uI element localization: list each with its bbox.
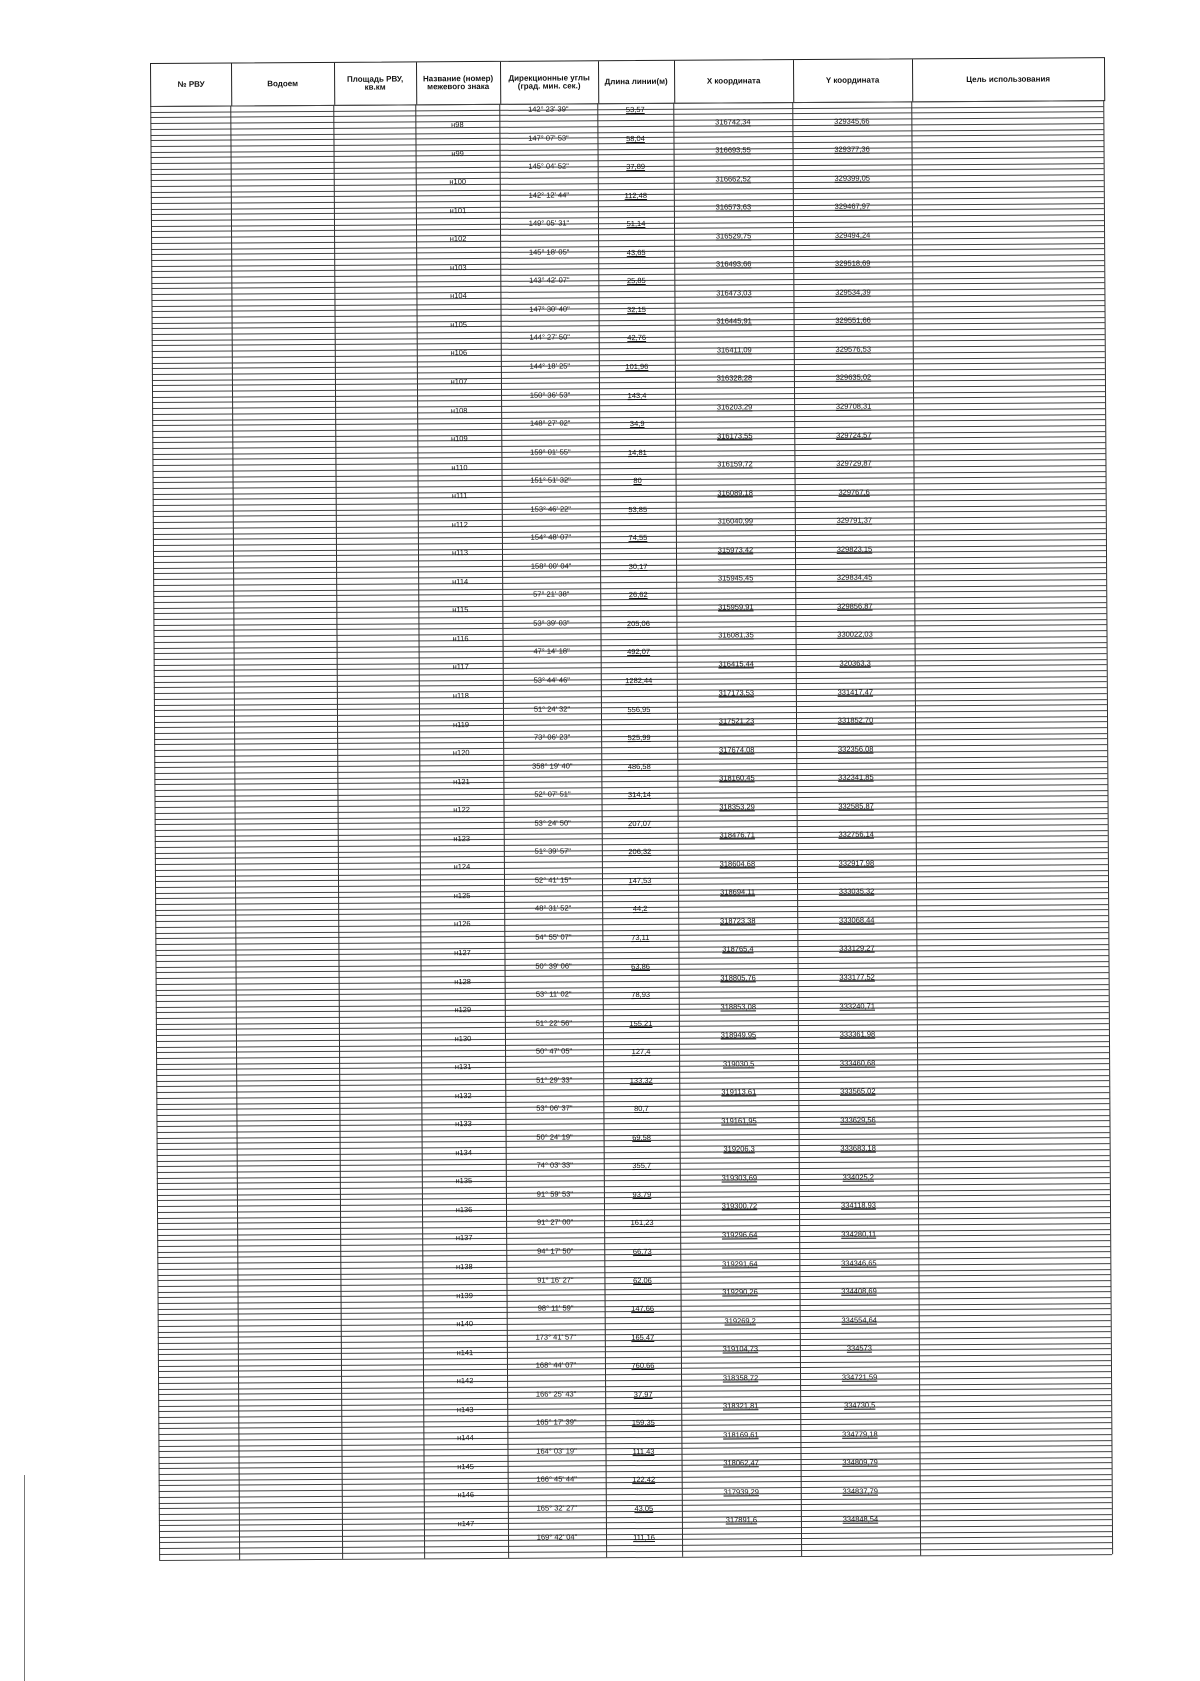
line-length: 165,47 (631, 1332, 655, 1342)
line-length: 161,23 (630, 1218, 654, 1228)
direction-angle: 91° 27' 00" (536, 1217, 574, 1228)
table-header (150, 57, 1105, 107)
mark-name: н128 (454, 976, 471, 986)
mark-name: н105 (450, 319, 467, 330)
header-purpose: Цель использования (966, 74, 1051, 84)
y-coordinate: 332356,08 (837, 744, 874, 754)
line-length: 206,32 (628, 847, 652, 857)
mark-name: н103 (449, 262, 467, 272)
x-coordinate: 319269,2 (724, 1315, 756, 1326)
direction-angle: 151° 51' 32" (530, 475, 571, 485)
mark-name: н117 (452, 662, 469, 672)
x-coordinate: 318476,71 (719, 830, 755, 840)
direction-angle: 53° 06' 37" (536, 1103, 573, 1113)
header-rvu-number: № РВУ (177, 79, 205, 89)
mark-name: н140 (456, 1319, 474, 1329)
mark-name: н119 (452, 719, 470, 729)
direction-angle: 54° 55' 07" (535, 932, 572, 942)
mark-name: н135 (455, 1176, 473, 1186)
direction-angle: 50° 24' 19" (536, 1132, 573, 1142)
direction-angle: 53° 44' 46" (533, 675, 570, 685)
y-coordinate: 334809,79 (842, 1457, 878, 1468)
direction-angle: 52° 07' 51" (534, 789, 571, 799)
x-coordinate: 316173,55 (717, 430, 753, 441)
line-length: 760,66 (631, 1361, 655, 1371)
direction-angle: 53° 39' 03" (533, 618, 570, 628)
y-coordinate: 333035,32 (838, 886, 875, 897)
direction-angle: 53° 24' 50" (534, 818, 571, 828)
x-coordinate: 318169,61 (723, 1430, 759, 1440)
mark-name: н116 (452, 633, 469, 644)
direction-angle: 91° 59' 53" (536, 1189, 574, 1199)
header-area: Площадь РВУ, кв.км (346, 74, 404, 92)
y-coordinate: 332756,14 (838, 829, 874, 840)
mark-name: н118 (452, 691, 469, 701)
direction-angle: 158° 00' 04" (530, 561, 572, 571)
x-coordinate: 316473,03 (716, 288, 752, 298)
line-length: 44,2 (632, 904, 648, 914)
mark-name: н133 (455, 1119, 472, 1129)
line-length: 492,07 (627, 647, 651, 657)
table-body (150, 100, 1114, 1560)
line-length: 37,97 (633, 1389, 653, 1399)
x-coordinate: 319161,95 (721, 1116, 757, 1126)
y-coordinate: 333177,52 (839, 972, 875, 982)
line-length: 133,32 (629, 1075, 653, 1085)
x-coordinate: 319303,69 (721, 1173, 758, 1183)
direction-angle: 53° 11' 02" (535, 989, 572, 999)
mark-name: н142 (456, 1376, 474, 1386)
direction-angle: 165° 32' 27" (536, 1503, 578, 1513)
x-coordinate: 316693,55 (715, 145, 751, 155)
mark-name: н98 (451, 120, 464, 130)
mark-name: н130 (454, 1033, 472, 1043)
column-line (230, 106, 240, 1560)
direction-angle: 147° 07' 53" (528, 132, 569, 143)
line-length: 42,76 (627, 333, 647, 343)
y-coordinate: 330022,03 (837, 629, 873, 640)
column-line (150, 106, 160, 1560)
mark-name: н123 (453, 833, 471, 843)
y-coordinate: 333129,27 (839, 944, 875, 954)
row-line (159, 1554, 1112, 1561)
mark-name: н131 (454, 1062, 472, 1072)
x-coordinate: 316203,29 (716, 402, 753, 412)
header-y-coordinate: Y координата (825, 75, 880, 85)
line-length: 525,99 (627, 733, 651, 743)
mark-name: н129 (454, 1005, 472, 1015)
line-length: 53,57 (625, 104, 645, 115)
y-coordinate: 332341,85 (838, 772, 874, 782)
x-coordinate: 319206,3 (723, 1144, 755, 1154)
direction-angle: 173° 41' 57" (535, 1332, 577, 1342)
x-coordinate: 316445,91 (716, 316, 752, 326)
x-coordinate: 318765,4 (722, 944, 754, 954)
margin-line (24, 1475, 25, 1681)
line-length: 37,89 (626, 162, 646, 172)
mark-name: н124 (453, 862, 471, 872)
mark-name: н109 (450, 434, 468, 444)
direction-angle: 166° 45' 44" (536, 1474, 577, 1485)
header-mark-name: Название (номер) межевого знака (422, 73, 494, 92)
line-length: 51,14 (626, 219, 646, 229)
direction-angle: 144° 27' 50" (529, 332, 570, 343)
line-length: 26,62 (628, 590, 648, 600)
direction-angle: 74° 03' 33" (536, 1160, 573, 1171)
mark-name: н125 (453, 890, 471, 901)
mark-name: н121 (453, 776, 470, 786)
direction-angle: 165° 17' 39" (536, 1417, 577, 1427)
x-coordinate: 318853,08 (720, 1001, 757, 1012)
direction-angle: 98° 11' 59" (537, 1303, 574, 1313)
y-coordinate: 329494,24 (834, 230, 871, 240)
line-length: 78,93 (631, 990, 651, 1000)
y-coordinate: 331852,70 (837, 715, 874, 725)
line-length: 147,66 (631, 1304, 655, 1314)
x-coordinate: 318062,47 (723, 1458, 759, 1468)
column-line (1103, 100, 1113, 1554)
y-coordinate: 329551,66 (835, 315, 871, 326)
direction-angle: 47° 14' 18" (533, 646, 570, 657)
y-coordinate: 334118,93 (841, 1200, 876, 1211)
mark-name: н107 (450, 377, 468, 387)
direction-angle: 73° 06' 23" (533, 732, 571, 742)
line-length: 14,81 (627, 447, 647, 457)
y-coordinate: 334408,69 (841, 1286, 877, 1296)
x-coordinate: 318604,68 (719, 859, 756, 869)
line-length: 147,53 (628, 875, 652, 885)
x-coordinate: 315945,45 (717, 573, 754, 583)
x-coordinate: 318949,95 (720, 1030, 757, 1040)
y-coordinate: 329576,53 (835, 344, 872, 354)
y-coordinate: 334779,18 (842, 1429, 878, 1439)
direction-angle: 143° 42' 07" (529, 275, 570, 285)
y-coordinate: 333565,02 (840, 1086, 876, 1096)
y-coordinate: 329856,87 (837, 601, 873, 611)
x-coordinate: 316529,75 (715, 231, 752, 241)
mark-name: н146 (457, 1490, 475, 1500)
x-coordinate: 318358,72 (722, 1372, 759, 1383)
x-coordinate: 317891,6 (725, 1515, 758, 1525)
direction-angle: 148° 27' 02" (529, 418, 571, 428)
direction-angle: 154° 48' 07" (530, 532, 572, 542)
x-coordinate: 319296,64 (721, 1230, 758, 1240)
line-length: 62,06 (633, 1275, 652, 1285)
line-length: 74,55 (628, 533, 648, 543)
x-coordinate: 318353,29 (719, 802, 755, 812)
line-length: 486,58 (627, 761, 651, 771)
direction-angle: 150° 36' 53" (529, 389, 571, 400)
y-coordinate: 329724,57 (836, 430, 872, 440)
x-coordinate: 316662,52 (715, 173, 751, 184)
x-coordinate: 315973,42 (717, 545, 754, 555)
y-coordinate: 329708,31 (835, 401, 872, 411)
header-vodoem: Водоем (267, 78, 299, 89)
x-coordinate: 316159,72 (717, 459, 753, 469)
mark-name: н101 (449, 205, 467, 215)
mark-name: н144 (457, 1433, 474, 1443)
x-coordinate: 318694,11 (720, 887, 756, 897)
line-length: 111,16 (633, 1532, 655, 1542)
x-coordinate: 318321,81 (722, 1401, 759, 1411)
x-coordinate: 318160,45 (719, 773, 755, 783)
y-coordinate: 329399,05 (834, 173, 870, 183)
mark-name: н141 (456, 1347, 474, 1357)
line-length: 58,04 (626, 133, 645, 143)
coordinate-table (150, 57, 1114, 1560)
mark-name: н136 (455, 1204, 473, 1215)
direction-angle: 52° 41' 15" (534, 875, 572, 885)
mark-name: н122 (453, 805, 470, 815)
x-coordinate: 318805,76 (720, 973, 756, 983)
x-coordinate: 317674,08 (718, 744, 755, 755)
direction-angle: 159° 01' 55" (530, 447, 571, 457)
line-length: 556,95 (627, 704, 651, 714)
line-length: 111,43 (632, 1446, 655, 1456)
direction-angle: 142° 23' 39" (528, 104, 569, 114)
line-length: 80,7 (634, 1104, 649, 1114)
mark-name: н145 (457, 1461, 474, 1471)
mark-name: н127 (454, 947, 471, 958)
direction-angle: 51° 39' 57" (534, 846, 571, 856)
line-length: 155,21 (629, 1018, 653, 1028)
direction-angle: 142° 12' 44" (528, 190, 570, 200)
y-coordinate: 333068,44 (838, 915, 875, 925)
direction-angle: 91° 16' 27" (537, 1274, 574, 1285)
direction-angle: 51° 22' 56" (535, 1018, 573, 1028)
y-coordinate: 320363,3 (839, 658, 871, 668)
direction-angle: 168° 44' 07" (535, 1360, 577, 1370)
y-coordinate: 334837,79 (842, 1486, 878, 1496)
y-coordinate: 329767,6 (838, 487, 870, 497)
direction-angle: 94° 17' 50" (537, 1246, 574, 1256)
column-line (911, 101, 921, 1555)
x-coordinate: 316081,35 (718, 630, 754, 640)
line-length: 25,85 (626, 276, 646, 286)
line-length: 205,06 (626, 618, 650, 628)
direction-angle: 145° 18' 05" (528, 247, 570, 257)
mark-name: н112 (451, 519, 468, 529)
line-length: 66,73 (632, 1246, 652, 1257)
column-line (499, 104, 509, 1558)
x-coordinate: 315959,91 (718, 602, 754, 612)
mark-name: н102 (449, 234, 467, 244)
mark-name: н111 (451, 491, 468, 501)
x-coordinate: 316415,44 (718, 659, 754, 669)
x-coordinate: 317521,23 (718, 716, 755, 726)
x-coordinate: 317173,53 (718, 687, 755, 698)
y-coordinate: 333240,71 (839, 1001, 876, 1011)
y-coordinate: 334730,5 (844, 1400, 876, 1411)
x-coordinate: 316328,28 (716, 373, 753, 383)
direction-angle: 149° 05' 31" (528, 218, 570, 228)
header-direction-angles: Дирекционные углы (град. мин. сек.) (508, 72, 590, 91)
mark-name: н143 (456, 1404, 474, 1414)
line-length: 1282,44 (625, 675, 653, 686)
x-coordinate: 316411,09 (716, 345, 752, 355)
mark-name: н114 (452, 576, 469, 586)
mark-name: н139 (456, 1290, 473, 1300)
y-coordinate: 334025,2 (842, 1172, 874, 1182)
direction-angle: 144° 18' 25" (529, 361, 571, 371)
x-coordinate: 319291,64 (722, 1258, 758, 1269)
mark-name: н108 (450, 405, 468, 415)
y-coordinate: 329635,02 (835, 373, 872, 383)
line-length: 127,4 (631, 1047, 651, 1057)
header-line-length: Длина линии(м) (604, 76, 668, 87)
mark-name: н126 (453, 919, 471, 929)
mark-name: н137 (455, 1233, 473, 1243)
direction-angle: 50° 39' 06" (535, 960, 572, 971)
line-length: 314,14 (627, 790, 651, 800)
line-length: 34,9 (629, 419, 645, 429)
line-length: 69,58 (632, 1132, 651, 1142)
y-coordinate: 333683,18 (840, 1143, 876, 1154)
line-length: 32,15 (627, 304, 646, 314)
mark-name: н132 (454, 1090, 472, 1100)
mark-name: н110 (451, 462, 468, 472)
y-coordinate: 334848,54 (842, 1515, 879, 1525)
x-coordinate: 317939,29 (723, 1487, 759, 1497)
line-length: 112,48 (624, 190, 648, 200)
y-coordinate: 329834,45 (836, 572, 873, 583)
direction-angle: 57° 21' 38" (533, 589, 570, 600)
y-coordinate: 334346,65 (841, 1258, 877, 1268)
y-coordinate: 329345,66 (834, 116, 870, 126)
line-length: 80 (633, 476, 642, 486)
y-coordinate: 329534,39 (835, 287, 871, 297)
mark-name: н134 (455, 1147, 473, 1157)
x-coordinate: 316573,63 (715, 202, 752, 212)
x-coordinate: 319113,61 (721, 1087, 757, 1097)
x-coordinate: 316089,18 (717, 487, 753, 498)
direction-angle: 147° 30' 40" (529, 304, 570, 314)
x-coordinate: 316493,66 (715, 259, 752, 269)
column-line (333, 105, 343, 1559)
line-length: 143,4 (627, 390, 647, 400)
x-coordinate: 318723,38 (719, 916, 756, 926)
line-length: 93,79 (632, 1189, 652, 1199)
y-coordinate: 329518,69 (834, 258, 871, 269)
mark-name: н138 (456, 1262, 473, 1272)
y-coordinate: 329377,36 (834, 144, 870, 154)
y-coordinate: 332917,98 (838, 858, 875, 868)
line-length: 43,05 (634, 1503, 654, 1514)
mark-name: н104 (450, 291, 467, 301)
y-coordinate: 329467,97 (834, 201, 871, 211)
direction-angle: 358° 19' 40" (532, 761, 573, 771)
y-coordinate: 331417,47 (837, 687, 874, 697)
direction-angle: 153° 46' 22" (530, 504, 571, 514)
y-coordinate: 332585,87 (838, 801, 874, 811)
mark-name: н120 (452, 748, 470, 758)
direction-angle: 48° 31' 52" (534, 903, 572, 914)
y-coordinate: 329791,37 (836, 515, 873, 526)
mark-name: н147 (457, 1518, 475, 1529)
mark-name: н99 (451, 148, 464, 158)
y-coordinate: 334721,59 (841, 1372, 878, 1382)
direction-angle: 166° 25' 43" (535, 1389, 577, 1399)
line-length: 63,86 (631, 961, 650, 971)
mark-name: н115 (452, 605, 469, 615)
line-length: 159,35 (631, 1418, 655, 1428)
x-coordinate: 316040,99 (717, 516, 754, 526)
direction-angle: 51° 29' 33" (536, 1075, 573, 1085)
x-coordinate: 319030,5 (722, 1058, 755, 1069)
direction-angle: 169° 42' 04" (536, 1531, 578, 1542)
y-coordinate: 333361,98 (839, 1029, 876, 1039)
y-coordinate: 334573 (846, 1343, 872, 1353)
line-length: 30,17 (628, 561, 648, 571)
line-length: 53,85 (628, 504, 648, 514)
line-length: 43,65 (626, 247, 646, 257)
mark-name: н100 (449, 177, 467, 187)
mark-name: н113 (451, 548, 469, 558)
direction-angle: 51° 24' 32" (533, 703, 571, 714)
direction-angle: 164° 03' 19" (536, 1446, 577, 1456)
line-length: 122,42 (632, 1475, 656, 1485)
x-coordinate: 316742,34 (715, 116, 751, 127)
y-coordinate: 334280,11 (841, 1229, 877, 1239)
header-x-coordinate: X координата (706, 76, 761, 86)
mark-name: н106 (450, 348, 468, 358)
y-coordinate: 333629,56 (840, 1115, 876, 1125)
y-coordinate: 329729,87 (836, 458, 872, 468)
x-coordinate: 319300,72 (721, 1201, 758, 1211)
line-length: 73,11 (631, 932, 650, 943)
line-length: 207,07 (628, 818, 652, 828)
y-coordinate: 334554,64 (841, 1315, 877, 1325)
direction-angle: 145° 04' 52" (528, 161, 569, 171)
x-coordinate: 319290,26 (722, 1287, 758, 1297)
line-length: 101,96 (625, 361, 649, 372)
line-length: 355,7 (632, 1161, 652, 1171)
y-coordinate: 333460,68 (839, 1058, 876, 1068)
direction-angle: 50° 47' 05" (535, 1046, 573, 1056)
y-coordinate: 329823,15 (836, 544, 873, 554)
x-coordinate: 319104,73 (722, 1344, 759, 1354)
